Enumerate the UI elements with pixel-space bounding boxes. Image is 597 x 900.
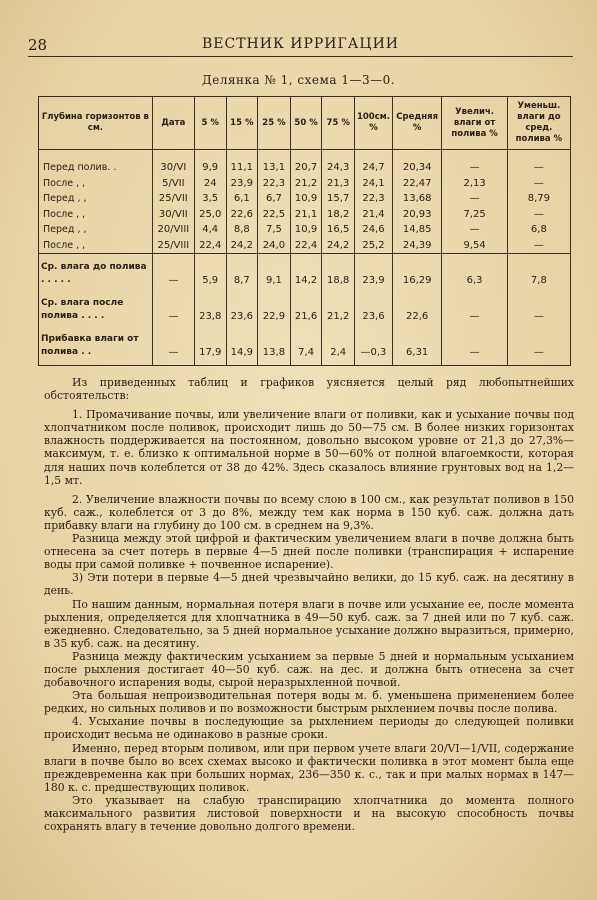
table-cell: 24,7 [355, 150, 393, 176]
table-cell: 6,1 [226, 191, 258, 207]
table-cell: 25/VIII [152, 238, 194, 254]
summary-row [39, 326, 571, 366]
table-cell: 24,3 [322, 150, 355, 176]
table-row [39, 222, 571, 238]
table-cell: 10,9 [290, 191, 322, 207]
column-header: 15 % [226, 97, 258, 150]
table-cell: 22,47 [392, 176, 442, 192]
table-cell: 24 [194, 176, 226, 192]
table-cell: 22,6 [392, 290, 442, 326]
table-cell: 6,3 [442, 254, 507, 291]
table-cell: — [507, 326, 570, 366]
table-cell: — [507, 150, 570, 176]
table-cell: 2,13 [442, 176, 507, 192]
table-cell: 11,1 [226, 150, 258, 176]
column-header: Средняя % [392, 97, 442, 150]
table-cell: 15,7 [322, 191, 355, 207]
table-cell: 24,2 [322, 238, 355, 254]
table-cell: 18,8 [322, 254, 355, 291]
paragraph: 3) Эти потери в первые 4—5 дней чрезвычайно велики, до 15 куб. саж. на десятину в день. [44, 571, 574, 598]
table-cell: 13,1 [258, 150, 291, 176]
table-cell: 21,6 [290, 290, 322, 326]
page-number: 28 [28, 36, 48, 54]
table-cell: 7,8 [507, 254, 570, 291]
paragraph: Именно, перед вторым поливом, или при первом учете влаги 20/VI—1/VII, содержание влаги в почве было во всех схемах высоко и фактически поливка в этот момент была еще преждевременна как при больших нормах, 236—350 к. с., так и при малых нормах в 147—180 к. с. предшествующих поливок. [44, 741, 574, 794]
table-cell: 7,5 [258, 222, 291, 238]
table-cell: —0,3 [355, 326, 393, 366]
table-cell: — [442, 191, 507, 207]
column-header: 100см. % [355, 97, 393, 150]
table-cell: 13,8 [258, 326, 291, 366]
table-cell: 18,2 [322, 207, 355, 223]
table-cell: 23,6 [226, 290, 258, 326]
row-label: Перед , , [39, 191, 153, 207]
table-row [39, 191, 571, 207]
page-header [28, 36, 573, 57]
table-cell: 8,79 [507, 191, 570, 207]
table-cell: 24,0 [258, 238, 291, 254]
table-cell: 25,2 [355, 238, 393, 254]
table-cell: 23,9 [226, 176, 258, 192]
column-header: Дата [152, 97, 194, 150]
table-cell: — [507, 176, 570, 192]
table-header-row [39, 97, 571, 150]
table-cell: 7,4 [290, 326, 322, 366]
table-cell: 6,8 [507, 222, 570, 238]
table-cell: — [507, 238, 570, 254]
table-cell: 23,9 [355, 254, 393, 291]
table-cell: 9,1 [258, 254, 291, 291]
table-cell: 20,93 [392, 207, 442, 223]
column-header: 5 % [194, 97, 226, 150]
table-cell: 5,9 [194, 254, 226, 291]
table-cell: 6,7 [258, 191, 291, 207]
paragraph: 2. Увеличение влажности почвы по всему слою в 100 см., как результат поливов в 150 куб. саж., колеблется от 3 до 8%, между тем как норма в 150 куб. саж. должна дать прибавку влаги на глубину до 100 см. в среднем на 9,3%. [44, 492, 574, 532]
journal-title: ВЕСТНИК ИРРИГАЦИИ [201, 36, 400, 52]
row-label: Перед полив. . [39, 150, 153, 176]
table-cell: 9,54 [442, 238, 507, 254]
table-cell: 22,4 [290, 238, 322, 254]
table-cell: 20,7 [290, 150, 322, 176]
paragraph: Разница между этой цифрой и фактическим увеличением влаги в почве должна быть отнесена за счет потерь в первые 4—5 дней после поливки (транспирация + испарение воды при самой поливке + почвенное испарение). [44, 532, 574, 572]
table-cell: 17,9 [194, 326, 226, 366]
paragraph: 4. Усыхание почвы в последующие за рыхлением периоды до следующей поливки происходит весьма не одинаково в разные сроки. [44, 715, 574, 742]
moisture-table [38, 96, 571, 366]
table-cell: 30/VII [152, 207, 194, 223]
paragraph: Эта большая непроизводительная потеря воды м. б. уменьшена применением более редких, но сильных поливов и по возможности быстрым рыхлением почвы после полива. [44, 689, 574, 716]
table-cell: 14,2 [290, 254, 322, 291]
row-label: Ср. влага до полива . . . . . [39, 254, 153, 291]
table-cell: 22,9 [258, 290, 291, 326]
table-cell: 24,6 [355, 222, 393, 238]
table-cell: — [152, 326, 194, 366]
row-label: После , , [39, 176, 153, 192]
table-cell: 14,9 [226, 326, 258, 366]
table-cell: 22,6 [226, 207, 258, 223]
row-label: Ср. влага после полива . . . . [39, 290, 153, 326]
table-cell: 25/VII [152, 191, 194, 207]
table-cell: — [507, 290, 570, 326]
table-cell: — [152, 254, 194, 291]
table-cell: 30/VI [152, 150, 194, 176]
table-cell: 20/VIII [152, 222, 194, 238]
summary-row [39, 254, 571, 291]
row-label: Перед , , [39, 222, 153, 238]
table-cell: — [152, 290, 194, 326]
table-cell: 13,68 [392, 191, 442, 207]
table-cell: — [507, 207, 570, 223]
table-cell: 9,9 [194, 150, 226, 176]
row-label: После , , [39, 238, 153, 254]
table-cell: 14,85 [392, 222, 442, 238]
table-cell: 24,2 [226, 238, 258, 254]
paragraph: Разница между фактическим усыханием за первые 5 дней и нормальным усыханием после рыхления достигает 40—50 куб. саж. на дес. и должна быть отнесена за счет добавочного испарения воды, сырой неразрыхленной почвой. [44, 649, 574, 690]
table-cell: 22,3 [355, 191, 393, 207]
table-cell: — [442, 326, 507, 366]
row-label: После , , [39, 207, 153, 223]
table-cell: 2,4 [322, 326, 355, 366]
table-cell: 21,4 [355, 207, 393, 223]
table-cell: 24,39 [392, 238, 442, 254]
summary-row [39, 290, 571, 326]
table-cell: 4,4 [194, 222, 226, 238]
table-cell: 21,3 [322, 176, 355, 192]
paragraph: Из приведенных таблиц и графиков уясняется целый ряд любопытнейших обстоятельств: [44, 376, 574, 403]
table-cell: 22,3 [258, 176, 291, 192]
row-label: Прибавка влаги от полива . . [39, 326, 153, 366]
column-header: 75 % [322, 97, 355, 150]
table-cell: 21,2 [290, 176, 322, 192]
paragraph: По нашим данным, нормальная потеря влаги в почве или усыхание ее, после момента рыхления, определяется для хлопчатника в 49—50 куб. саж. за 7 дней или по 7 куб. саж. ежедневно. Следовательно, за 5 дней нормальное усыхание должно выразиться, примерно, в 35 куб. саж. на десятину. [44, 597, 574, 650]
table-cell: 22,4 [194, 238, 226, 254]
table-row [39, 150, 571, 176]
table-cell: 3,5 [194, 191, 226, 207]
table-cell: 16,29 [392, 254, 442, 291]
table-cell: 20,34 [392, 150, 442, 176]
table-row [39, 176, 571, 192]
table-caption: Делянка № 1, схема 1—3—0. [201, 73, 396, 87]
table-cell: 24,1 [355, 176, 393, 192]
table-cell: 21,2 [322, 290, 355, 326]
table-cell: 23,6 [355, 290, 393, 326]
column-header: 50 % [290, 97, 322, 150]
table-cell: — [442, 150, 507, 176]
paragraph: Это указывает на слабую транспирацию хлопчатника до момента полного максимального развития листовой поверхности и на высокую способность почвы сохранять влагу в течение довольно долгого времени. [44, 793, 574, 834]
table-cell: 8,7 [226, 254, 258, 291]
column-header: Увелич. влаги от полива % [442, 97, 507, 150]
article-text [44, 376, 574, 833]
table-cell: 16,5 [322, 222, 355, 238]
table-cell: 25,0 [194, 207, 226, 223]
table-cell: 6,31 [392, 326, 442, 366]
table-row [39, 207, 571, 223]
table-cell: 8,8 [226, 222, 258, 238]
table-cell: 5/VII [152, 176, 194, 192]
column-header: 25 % [258, 97, 291, 150]
table-cell: 21,1 [290, 207, 322, 223]
paragraph: 1. Промачивание почвы, или увеличение влаги от поливки, как и усыхание почвы под хлопчатником после поливок, происходит лишь до 50—75 см. В более низких горизонтах влажность поддерживается на постоянном, довольно высоком уровне от 21,3 до 27,3%—максимум, т. е. близко к оптимальной норме в 50—60% от полной влагоемкости, которая для наших почв колеблется от 38 до 42%. Здесь сказалось влияние грунтовых вод на 1,2—1,5 мт. [44, 408, 574, 487]
column-header: Уменьш. влаги до сред. полива % [507, 97, 570, 150]
table-cell: 10,9 [290, 222, 322, 238]
column-header: Глубина горизонтов в см. [39, 97, 153, 150]
table-row [39, 238, 571, 254]
table-cell: 7,25 [442, 207, 507, 223]
table-cell: 22,5 [258, 207, 291, 223]
table-cell: — [442, 222, 507, 238]
table-cell: 23,8 [194, 290, 226, 326]
table-cell: — [442, 290, 507, 326]
